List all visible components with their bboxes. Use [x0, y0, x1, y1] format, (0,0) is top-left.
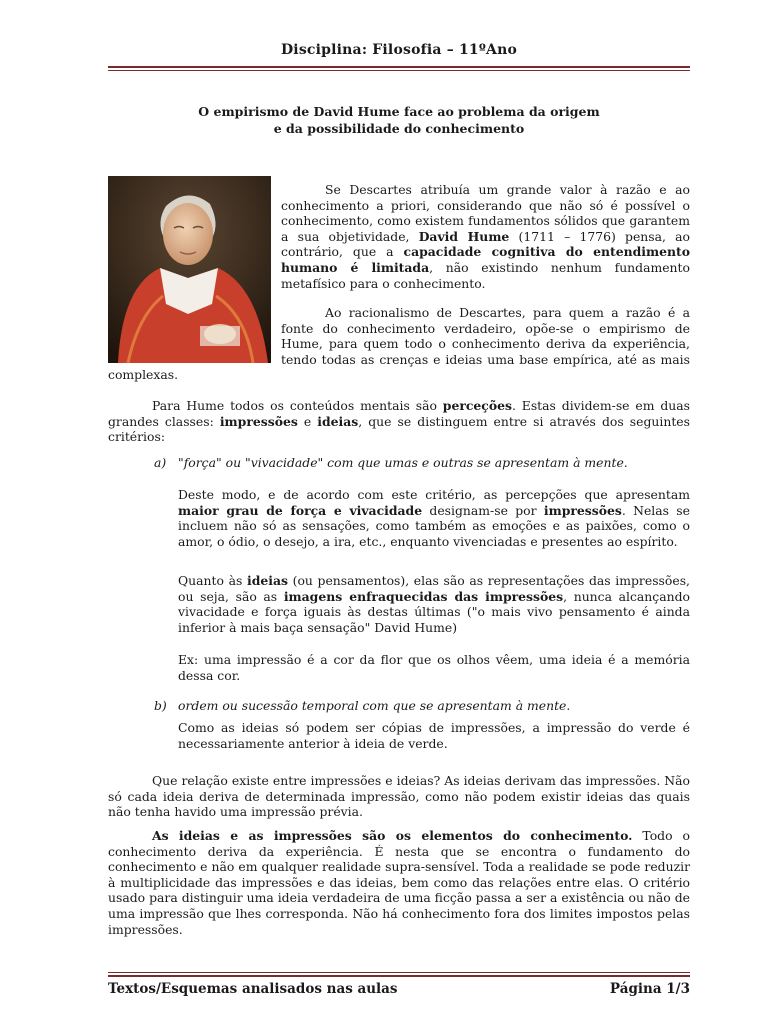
- criterion-b-marker: b): [154, 698, 167, 713]
- page-header-title: Disciplina: Filosofia – 11ºAno: [280, 42, 518, 58]
- footer-rule-bottom: [108, 975, 690, 977]
- footer-page-number: Página 1/3: [609, 981, 690, 997]
- footer-left-text: Textos/Esquemas analisados nas aulas: [108, 981, 398, 997]
- criterion-a-paragraph-2: Quanto às ideias (ou pensamentos), elas são as representações das impressões, ou seja, são as imagens enfraquecidas das impressões, nunca alcançando vivacidade e força iguais às destas últimas ("o mais vivo pensamento é ainda inferior à mais baça sensação" David Hume): [178, 573, 690, 635]
- relation-paragraph-2: As ideias e as impressões são os elementos do conhecimento. Todo o conhecimento deriva da experiência. É nesta que se encontra o fundamento do conhecimento e não em qualquer realidade supra-sensível. Toda a realidade se pode reduzir à multiplicidade das impressões e das ideias, bem como das relações entre elas. O critério usado para distinguir uma ideia verdadeira de uma ficção passa a ser a existência ou não de uma impressão que lhes corresponda. Não há conhecimento fora dos limites impostos pelas impressões.: [108, 828, 690, 937]
- document-title: [108, 103, 690, 137]
- classes-paragraph: Para Hume todos os conteúdos mentais são perceções. Estas dividem-se em duas grandes classes: impressões e ideias, que se distinguem entre si através dos seguintes critérios:: [108, 398, 690, 445]
- criterion-a-heading: "força" ou "vivacidade" com que umas e outras se apresentam à mente.: [178, 455, 628, 470]
- criterion-a-example: Ex: uma impressão é a cor da flor que os olhos vêem, uma ideia é a memória dessa cor.: [178, 652, 690, 683]
- document-title-line1: O empirismo de David Hume face ao problema da origem: [198, 104, 600, 119]
- intro-paragraph-1: Se Descartes atribuía um grande valor à razão e ao conhecimento a priori, considerando que não só é possível o conhecimento, como existem fundamentos sólidos que garantem a sua objetividade, David Hume (1711 – 1776) pensa, ao contrário, que a capacidade cognitiva do entendimento humano é limitada, não existindo nenhum fundamento metafísico para o conhecimento.: [281, 182, 690, 291]
- footer-rule-top: [108, 972, 690, 973]
- document-page: [108, 0, 690, 1024]
- criterion-a-paragraph-1: Deste modo, e de acordo com este critério, as percepções que apresentam maior grau de força e vivacidade designam-se por impressões. Nelas se incluem não só as sensações, como também as emoções e as paixões, como o amor, o ódio, o desejo, a ira, etc., enquanto vivenciadas e presentes ao espírito.: [178, 487, 690, 549]
- criterion-a-marker: a): [154, 455, 167, 470]
- criterion-b-paragraph: Como as ideias só podem ser cópias de impressões, a impressão do verde é necessariamente anterior à ideia de verde.: [178, 720, 690, 751]
- document-title-line2: e da possibilidade do conhecimento: [273, 121, 525, 136]
- intro-paragraph-2: Ao racionalismo de Descartes, para quem a razão é a fonte do conhecimento verdadeiro, opõe-se o empirismo de Hume, para quem todo o conhecimento deriva da experiência, tendo todas as crenças e ideias uma base empírica, até as mais complexas.: [108, 305, 690, 383]
- header-rule-top: [108, 66, 690, 68]
- header-rule-bottom: [108, 70, 690, 71]
- criterion-b-heading: ordem ou sucessão temporal com que se apresentam à mente.: [178, 698, 571, 713]
- relation-paragraph-1: Que relação existe entre impressões e ideias? As ideias derivam das impressões. Não só cada ideia deriva de determinada impressão, como não podem existir ideias das quais não tenha havido uma impressão prévia.: [108, 773, 690, 820]
